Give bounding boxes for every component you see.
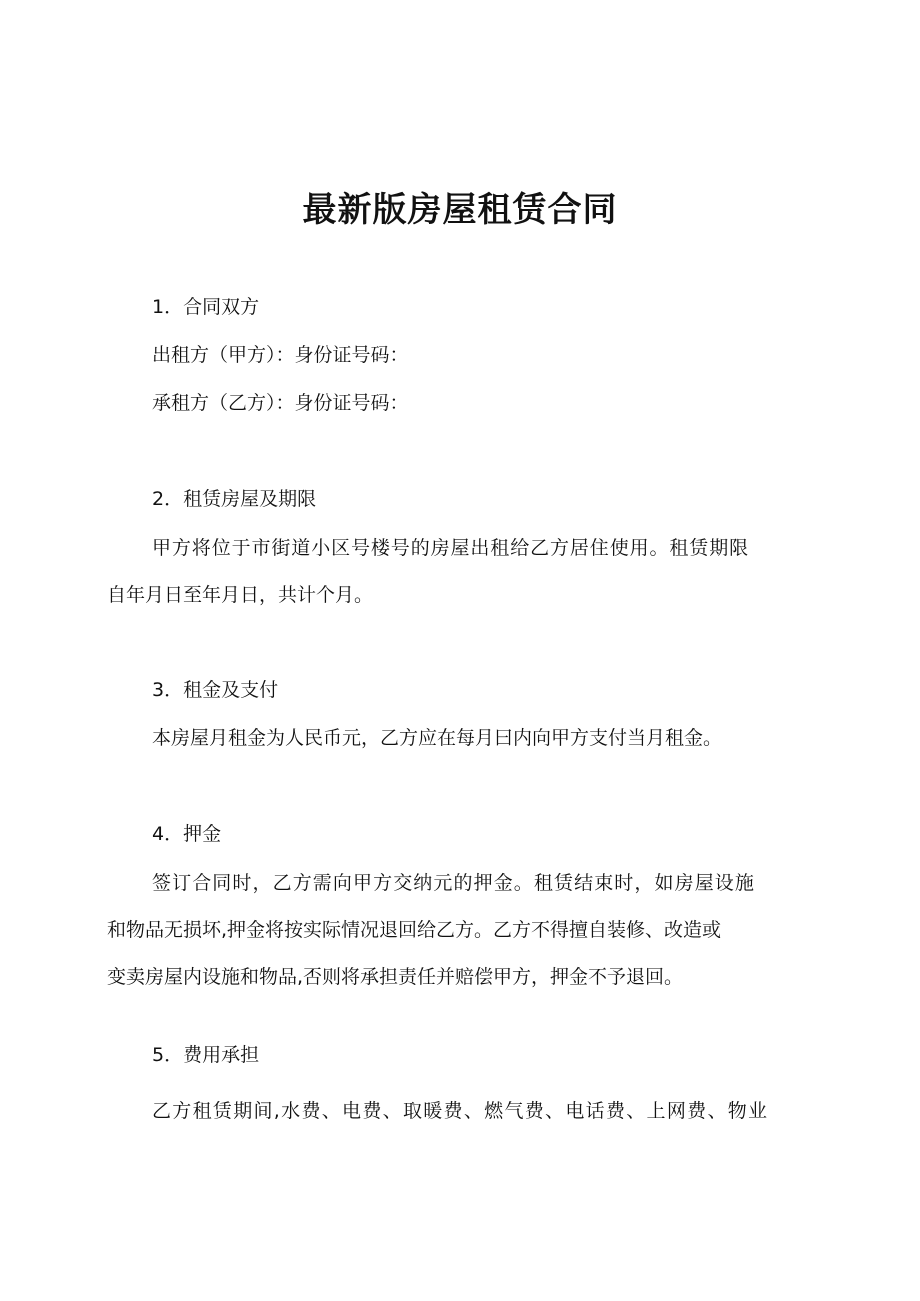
section-4-paragraph-line-2: 和物品无损坏,押金将按实际情况退回给乙方。乙方不得擅自装修、改造或 [107, 919, 722, 941]
section-5-heading: 5．费用承担 [152, 1044, 260, 1066]
section-3-heading: 3．租金及支付 [152, 679, 279, 701]
section-4-paragraph-line-1: 签订合同时，乙方需向甲方交纳元的押金。租赁结束时，如房屋设施 [152, 872, 756, 894]
lessee-line: 承租方（乙方）：身份证号码： [152, 392, 409, 414]
section-2-paragraph-line-1: 甲方将位于市街道小区号楼号的房屋出租给乙方居住使用。租赁期限 [152, 537, 750, 559]
section-2-paragraph-line-2: 自年月日至年月日，共计个月。 [107, 584, 374, 606]
section-4-heading: 4．押金 [152, 823, 222, 845]
document-title: 最新版房屋租赁合同 [302, 190, 618, 230]
lessor-line: 出租方（甲方）：身份证号码： [152, 344, 409, 366]
section-2-heading: 2．租赁房屋及期限 [152, 488, 317, 510]
section-1-heading: 1．合同双方 [152, 296, 260, 318]
section-3-paragraph: 本房屋月租金为人民币元，乙方应在每月曰内向甲方支付当月租金。 [152, 727, 723, 749]
section-5-paragraph-line-1: 乙方租赁期间,水费、电费、取暖费、燃气费、电话费、上网费、物业 [152, 1100, 769, 1122]
section-4-paragraph-line-3: 变卖房屋内设施和物品,否则将承担责任并赔偿甲方，押金不予退回。 [107, 966, 684, 988]
